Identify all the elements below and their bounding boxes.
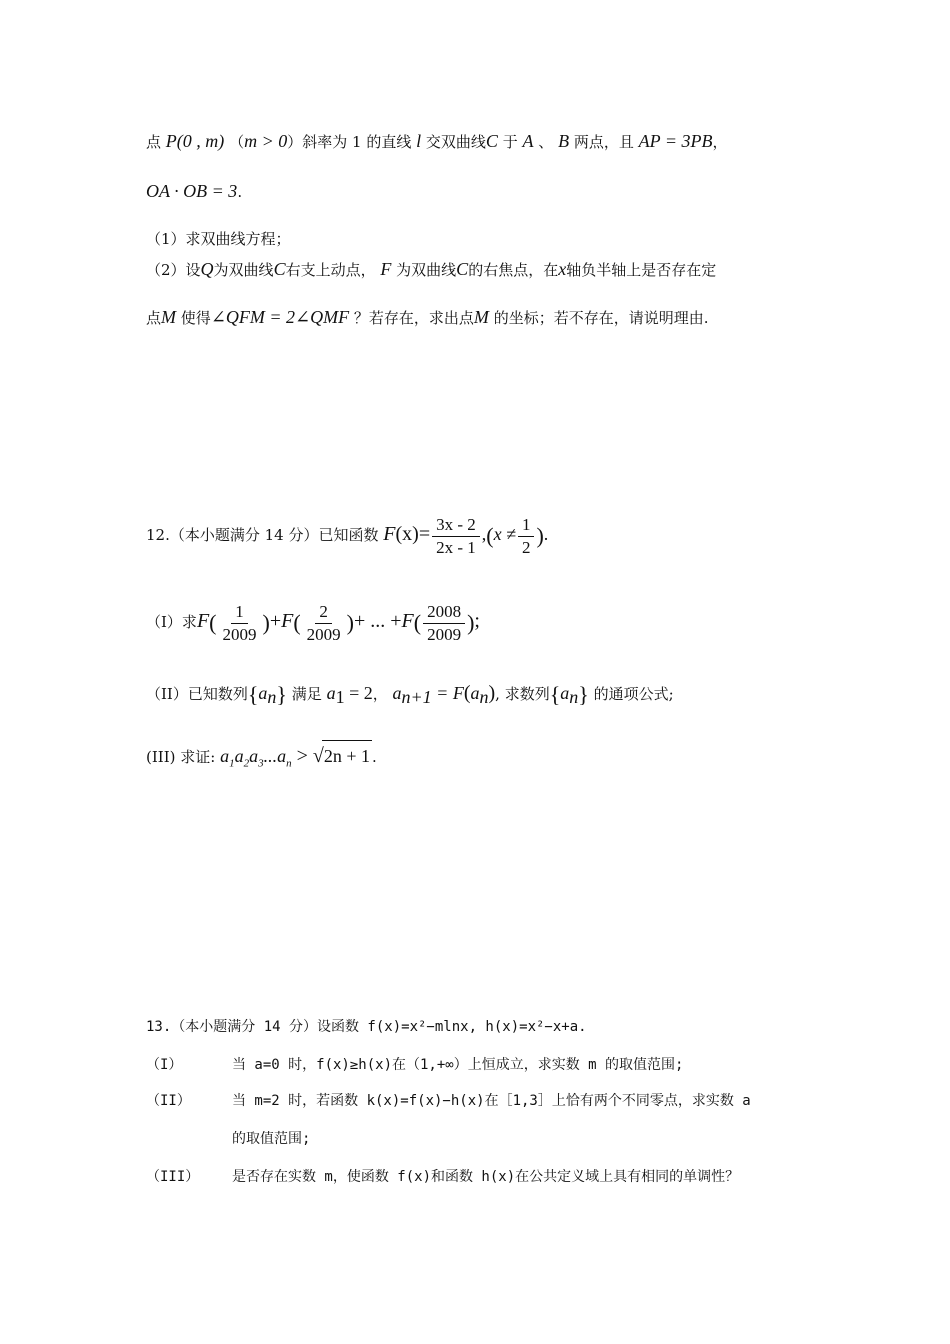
fraction-denominator: 2009 — [222, 624, 257, 644]
math-F: F — [380, 259, 392, 279]
math-eq: = 2 — [344, 683, 373, 703]
math-C: C — [273, 259, 286, 279]
q13-part1 — [146, 1054, 683, 1076]
math-subscript: 1 — [335, 687, 345, 707]
q12-intro — [146, 510, 548, 560]
text: 为双曲线 — [213, 261, 274, 279]
fraction-denominator: 2x - 1 — [436, 537, 476, 557]
fraction-denominator: 2 — [521, 537, 531, 557]
fraction-denominator: 2009 — [306, 624, 341, 644]
text: . — [372, 748, 377, 766]
text: ， — [372, 685, 388, 703]
paren-left: ( — [293, 610, 301, 635]
fraction-numerator: 1 — [231, 602, 248, 624]
q12-part2 — [146, 678, 674, 712]
math-a: a — [392, 683, 402, 703]
math-condition: m > 0 — [244, 131, 288, 151]
math-A: A — [522, 131, 534, 151]
text: 点 — [146, 133, 162, 151]
q11-line2 — [146, 180, 242, 203]
paren-right: ) — [346, 610, 354, 635]
math-plus: + — [269, 610, 282, 632]
math-M: M — [161, 307, 177, 327]
text: 12.（本小题满分 14 分）已知函数 — [146, 526, 379, 544]
part-label: （I） — [146, 1057, 183, 1073]
text: 于 — [502, 133, 518, 151]
math-Q: Q — [200, 259, 214, 279]
math-subscript: n+1 — [401, 687, 432, 707]
text: ; — [474, 610, 480, 632]
math-a: a — [258, 683, 268, 703]
text: 使得 — [180, 309, 211, 327]
text: 、 — [538, 133, 554, 151]
fraction — [432, 515, 480, 558]
sqrt-sign: √ — [312, 745, 324, 767]
math-a: a — [560, 683, 570, 703]
math-eq: = — [418, 523, 431, 545]
fraction-denominator: 2009 — [427, 624, 462, 644]
math-arg: (x) — [395, 523, 419, 545]
text: 为双曲线 — [396, 261, 457, 279]
q13-part3 — [146, 1166, 739, 1188]
math-x: x — [558, 259, 567, 279]
q11-part2 — [146, 258, 716, 281]
text: , — [481, 524, 487, 544]
math-dot-product: OA · OB = 3 — [146, 181, 238, 201]
text: 的取值范围; — [232, 1131, 311, 1147]
text: 13.（本小题满分 14 分）设函数 f(x)=x²−mlnx, h(x)=x²−x+a. — [146, 1019, 587, 1035]
math-eq: = F — [431, 683, 464, 703]
text: 交双曲线 — [425, 133, 486, 151]
sqrt-radicand: 2n + 1 — [322, 740, 372, 771]
math-F: F — [196, 610, 210, 632]
math-angle-equation: ∠QFM = 2∠QMF — [210, 307, 350, 327]
brace-left: { — [549, 682, 561, 707]
text: 两点，且 — [573, 133, 634, 151]
paren-right: ) — [467, 610, 475, 635]
paren-left: ( — [209, 610, 217, 635]
text: 右支上动点， — [285, 261, 376, 279]
text: . — [543, 524, 549, 544]
fraction — [218, 602, 260, 645]
math-subscript: n — [479, 687, 489, 707]
q13-part2 — [146, 1090, 751, 1112]
q11-part2b — [146, 306, 708, 329]
math-gt: > — [291, 745, 313, 767]
brace-left: { — [247, 682, 259, 707]
text: , 求数列 — [495, 685, 550, 703]
q12-part3 — [146, 740, 377, 779]
math-subscript: n — [569, 687, 579, 707]
text: 当 a=0 时，f(x)≥h(x)在（1,+∞）上恒成立，求实数 m 的取值范围; — [232, 1057, 684, 1073]
text: 的坐标；若不存在，请说明理由. — [493, 309, 709, 327]
math-condition: x ≠ — [493, 524, 516, 544]
math-line-l: l — [416, 131, 422, 151]
math-a: a — [326, 683, 336, 703]
fraction-numerator: 2008 — [423, 602, 465, 624]
text: 轴负半轴上是否存在定 — [566, 261, 717, 279]
text: （1）求双曲线方程； — [146, 230, 291, 248]
text: 点 — [146, 309, 162, 327]
part-label: （II） — [146, 1093, 191, 1109]
text: . — [237, 183, 243, 201]
text: 满足 — [291, 685, 322, 703]
fraction — [423, 602, 465, 645]
fraction-numerator: 2 — [315, 602, 332, 624]
text: 的通项公式; — [593, 685, 674, 703]
paren-left: ( — [486, 523, 494, 548]
paren-left: ( — [413, 610, 422, 635]
brace-right: } — [276, 682, 287, 707]
paren-right: ) — [488, 682, 496, 704]
math-C: C — [456, 259, 469, 279]
q13-part2-cont — [146, 1128, 310, 1150]
q11-part1 — [146, 228, 291, 250]
text: ， — [712, 133, 728, 151]
paren-right: ) — [536, 523, 544, 548]
text: 是否存在实数 m，使函数 f(x)和函数 h(x)在公共定义域上具有相同的单调性？ — [232, 1169, 740, 1185]
text: (III) 求证: — [146, 748, 216, 766]
q11-line1 — [146, 130, 728, 153]
fraction — [303, 602, 345, 645]
text: 的右焦点，在 — [468, 261, 559, 279]
text: 当 m=2 时，若函数 k(x)=f(x)−h(x)在［1,3］上恰有两个不同零点，求实数 a — [232, 1093, 751, 1109]
math-F: F — [281, 610, 294, 632]
text: （I）求 — [146, 613, 197, 631]
q12-part1 — [146, 598, 480, 646]
brace-right: } — [578, 682, 589, 707]
math-subscript: n — [267, 687, 277, 707]
text: （2）设 — [146, 261, 201, 279]
text: ？若存在，求出点 — [353, 309, 474, 327]
math-F: F — [383, 523, 396, 545]
paren-left: ( — [463, 682, 471, 704]
math-B: B — [558, 131, 570, 151]
math-point-P: P(0 , m) — [165, 131, 225, 151]
q13-intro — [146, 1016, 587, 1038]
math-a: a — [470, 683, 480, 703]
text: （ — [229, 133, 245, 151]
text: （II）已知数列 — [146, 685, 248, 703]
math-equation: AP = 3PB — [638, 131, 713, 151]
text: ）斜率为 1 的直线 — [287, 133, 412, 151]
paren-right: ) — [262, 610, 270, 635]
math-product: $a_1a_2a_3...a_n$ — [220, 746, 292, 770]
fraction-numerator: 1 — [518, 515, 535, 537]
fraction-numerator: 3x - 2 — [432, 515, 480, 537]
math-F: F — [401, 610, 414, 632]
part-label: （III） — [146, 1169, 200, 1185]
math-C: C — [485, 131, 498, 151]
math-M: M — [473, 307, 489, 327]
fraction — [518, 515, 535, 558]
math-dots: + ... + — [353, 610, 402, 632]
